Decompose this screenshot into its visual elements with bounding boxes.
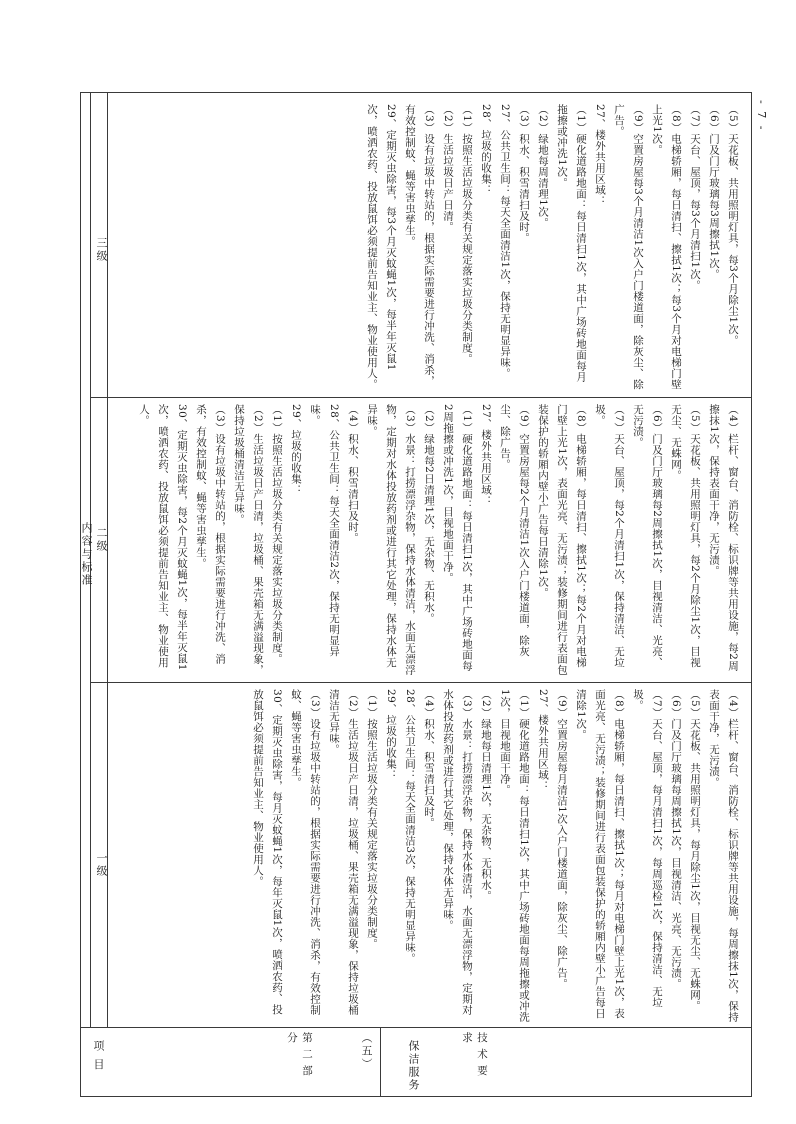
sub-number: （五） [360, 1032, 373, 1071]
item-header: 项 目 [92, 1040, 105, 1072]
level1-content: （4）栏杆、窗台、消防栓、标识牌等共用设施，每周擦抹1次，保持表面干净，无污渍。 （5）天花板、共用照明灯具，每月除尘1次，目视无尘、无蛛网。 （6）门及门厅玻璃每周擦拭1次，目视清洁、光亮、无污渍。 （7）天台、屋顶，每月清扫1次，每周巡检1次，保持清洁、无垃圾。 （8）电梯轿厢，每日清扫、擦拭1次；每月对电梯门壁上光1次，表面光亮、无污渍；装修期间进行表面包装保护的轿厢内壁小广告每日清除1次。 （9）空置房屋每月清洁1次入户门楼道面，除灰尘、除广告。 27、楼外共用区域： （1）硬化道路地面：每日清扫1次，其中广场砖地面每周拖擦或冲洗1次，目视地面干净。 （2）绿地每日清理1次，无杂物、无积水。 （3）水景：打捞漂浮杂物，保持水体清洁，水面无漂浮物，定期对水体投放药剂或进行其它处理，保持水体无异味。 （4）积水、积雪清扫及时。 28、公共卫生间：每天全面清洁3次，保持无明显异味。 29、垃圾的收集： （1）按照生活垃圾分类有关规定落实垃圾分类制度。 （2）生活垃圾日产日清，垃圾桶、果壳箱无满溢现象，保持垃圾桶清洁无异味。 （3）设有垃圾中转站的，根据实际需要进行冲洗、消杀，有效控制蚊、蝇等害虫孳生。 30、定期灭虫除害，每月灭蚊蝇1次，每年灭鼠1次，喷洒农药、投放鼠饵必须提前告知业主、物业使用人。 [252, 689, 739, 1023]
standards-table [80, 92, 752, 1097]
level3-content: （5）天花板、共用照明灯具，每3个月除尘1次。 （6）门及门厅玻璃每3周擦拭1次。 （7）天台、屋顶，每3个月清扫1次。 （8）电梯轿厢，每日清扫、擦拭1次；每3个月对电梯门壁上光1次。 （9）空置房屋每3个月清洁1次入户门楼道面，除灰尘、除广告。 27、楼外共用区域： （1）硬化道路地面：每日清扫1次，其中广场砖地面每月拖擦或冲洗1次。 （2）绿地每周清理1次。 （3）积水、积雪清扫及时。 27、公共卫生间：每天全面清洁1次，保持无明显异味。 28、垃圾的收集： （1）按照生活垃圾分类有关规定落实垃圾分类制度。 （2）生活垃圾日产日清。 （3）设有垃圾中转站的，根据实际需要进行冲洗、消杀，有效控制蚊、蝇等害虫孳生。 29、定期灭虫除害，每3个月灭蚊蝇1次，每半年灭鼠1次，喷洒农药、投放鼠饵必须提前告知业主、物业使用人。 [366, 104, 739, 390]
level2-content: （4）栏杆、窗台、消防栓、标识牌等共用设施，每2周擦抹1次，保持表面干净，无污渍。 （5）天花板、共用照明灯具，每2个月除尘1次，目视无尘、无蛛网。 （6）门及门厅玻璃每2周擦拭1次，目视清洁、光亮、无污渍。 （7）天台、屋顶，每2个月清扫1次，保持清洁、无垃圾。 （8）电梯轿厢，每日清扫、擦拭1次；每2个月对电梯门壁上光1次，表面光亮、无污渍；装修期间进行表面包装保护的轿厢内壁小广告每日清除1次。 （9）空置房屋每2个月清洁1次入户门楼道面，除灰尘、除广告。 27、楼外共用区域： （1）硬化道路地面：每日清扫1次，其中广场砖地面每2周拖擦或冲洗1次，目视地面干净。 （2）绿地每2日清理1次，无杂物、无积水。 （3）水景：打捞漂浮杂物，保持水体清洁，水面无漂浮物，定期对水体投放药剂或进行其它处理，保持水体无异味。 （4）积水、积雪清扫及时。 28、公共卫生间：每天全面清洁2次，保持无明显异味。 29、垃圾的收集： （1）按照生活垃圾分类有关规定落实垃圾分类制度。 （2）生活垃圾日产日清，垃圾桶、果壳箱无满溢现象，保持垃圾桶清洁无异味。 （3）设有垃圾中转站的，根据实际需要进行冲洗、消杀，有效控制蚊、蝇等害虫孳生。 30、定期灭虫除害，每2个月灭蚊蝇1次，每半年灭鼠1次，喷洒农药、投放鼠饵必须提前告知业主、物业使用人。 [138, 404, 739, 676]
content-title: 内容与标准 [80, 522, 93, 587]
level2-header: 二级 [95, 527, 108, 553]
sub-name: 保洁服务 [407, 1040, 420, 1092]
level1-header: 一级 [95, 852, 108, 878]
tech-label: 技术要求 [461, 1032, 488, 1082]
level3-header: 三级 [95, 237, 108, 263]
page-number: - 7 - [755, 100, 768, 132]
part-label: 第二部分 [286, 1032, 313, 1082]
